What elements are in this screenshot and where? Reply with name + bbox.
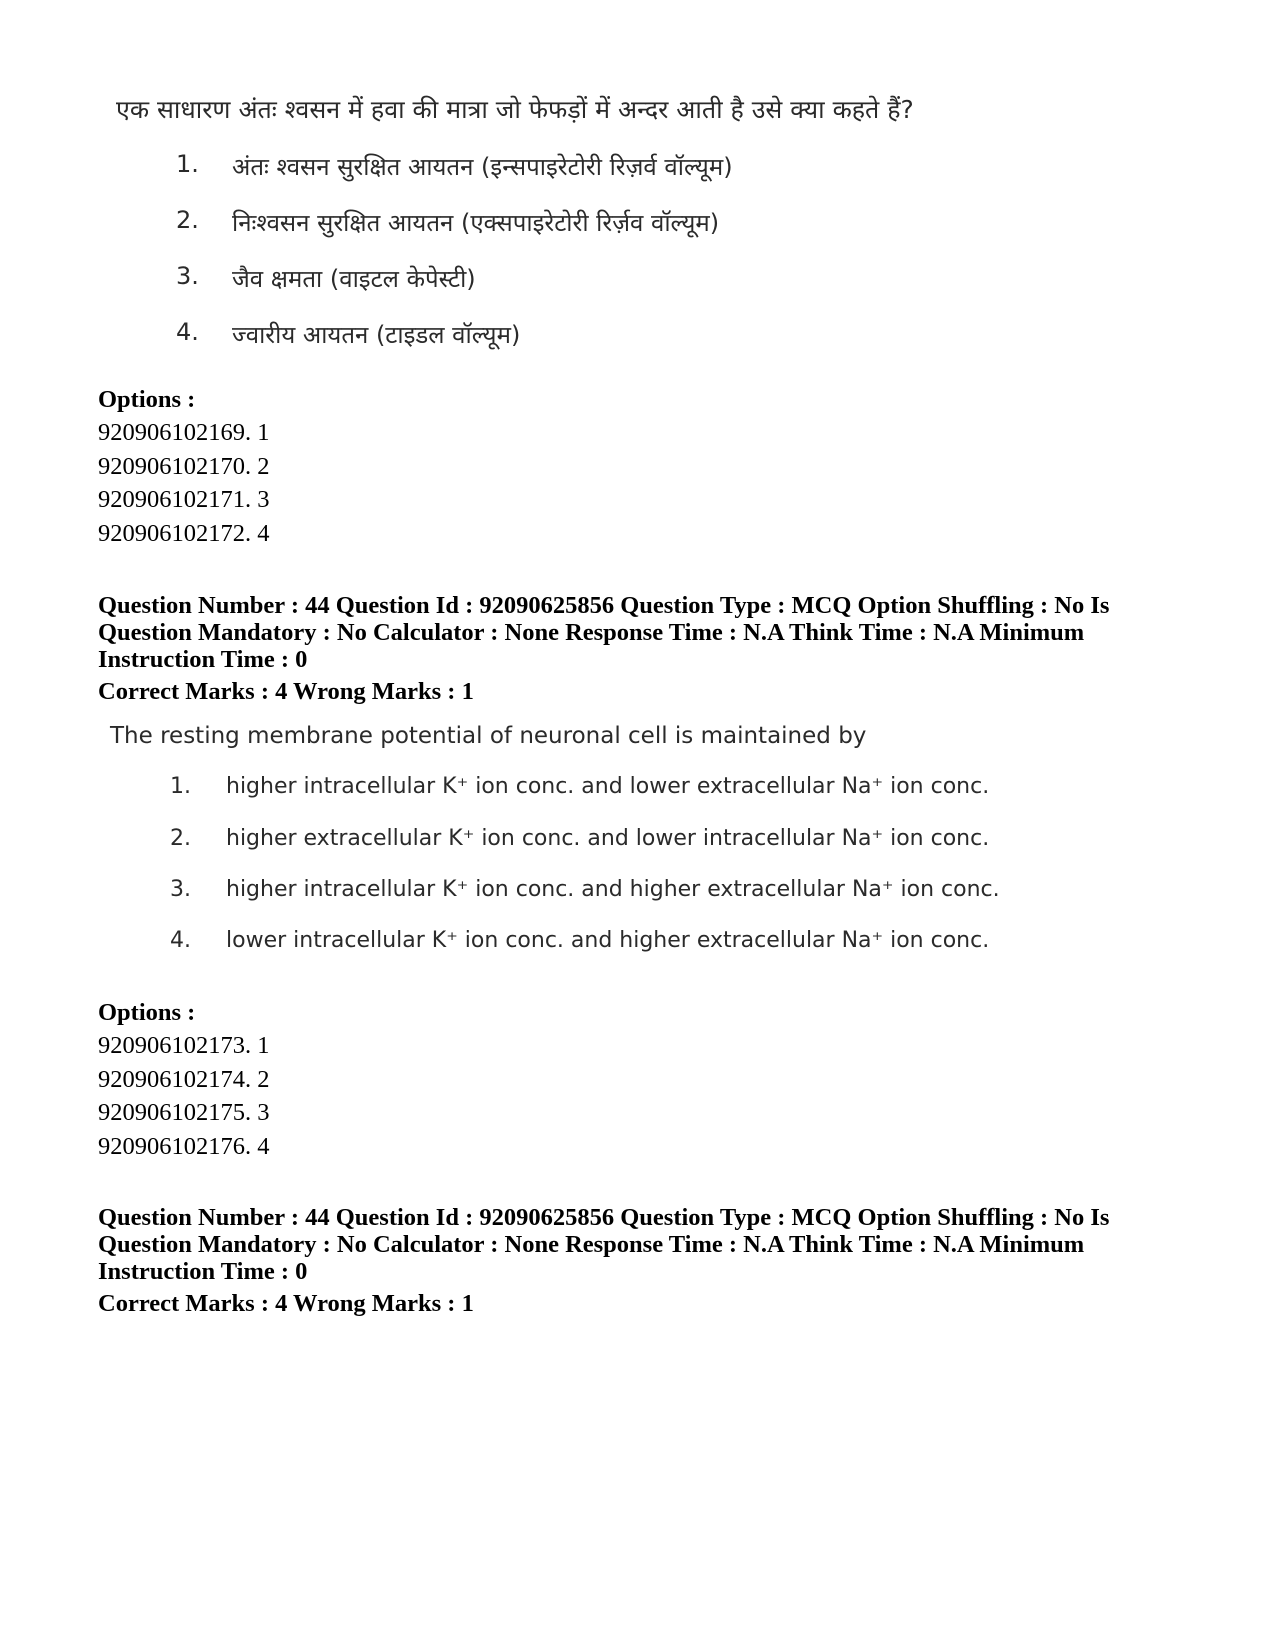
choice-number: 4. — [170, 928, 191, 953]
choice-number: 3. — [170, 877, 191, 902]
option-id-3: 920906102171. 3 — [98, 486, 270, 513]
option-id-3: 920906102175. 3 — [98, 1099, 270, 1126]
choice-text: निःश्वसन सुरक्षित आयतन (एक्सपाइरेटोरी रिर्ज़व वॉल्यूम) — [232, 209, 720, 237]
marks-line: Correct Marks : 4 Wrong Marks : 1 — [98, 678, 474, 705]
option-id-4: 920906102176. 4 — [98, 1133, 270, 1160]
choice-number: 1. — [170, 774, 191, 799]
option-id-2: 920906102174. 2 — [98, 1066, 270, 1093]
choice-number: 2. — [176, 206, 199, 234]
choice-text: lower intracellular K⁺ ion conc. and higher extracellular Na⁺ ion conc. — [226, 928, 990, 953]
options-label: Options : — [98, 386, 196, 413]
option-id-1: 920906102169. 1 — [98, 419, 270, 446]
choice-text: अंतः श्वसन सुरक्षित आयतन (इन्सपाइरेटोरी रिज़र्व वॉल्यूम) — [232, 153, 733, 181]
marks-line: Correct Marks : 4 Wrong Marks : 1 — [98, 1290, 474, 1317]
choice-number: 1. — [176, 150, 199, 178]
meta-line-1: Question Number : 44 Question Id : 92090625856 Question Type : MCQ Option Shuffling : No Is — [98, 592, 1110, 619]
choice-text: higher extracellular K⁺ ion conc. and lower intracellular Na⁺ ion conc. — [226, 826, 990, 851]
choice-number: 2. — [170, 826, 191, 851]
option-id-4: 920906102172. 4 — [98, 520, 270, 547]
option-id-1: 920906102173. 1 — [98, 1032, 270, 1059]
choice-number: 4. — [176, 318, 199, 346]
options-label: Options : — [98, 999, 196, 1026]
question-meta — [98, 1204, 1158, 1285]
question-text: The resting membrane potential of neuronal cell is maintained by — [110, 723, 867, 749]
choice-text: जैव क्षमता (वाइटल केपेस्टी) — [232, 265, 476, 293]
meta-line-3: Instruction Time : 0 — [98, 646, 308, 673]
choice-number: 3. — [176, 262, 199, 290]
choice-text: higher intracellular K⁺ ion conc. and lower extracellular Na⁺ ion conc. — [226, 774, 990, 799]
question-meta — [98, 592, 1158, 673]
question-text: एक साधारण अंतः श्वसन में हवा की मात्रा जो फेफड़ों में अन्दर आती है उसे क्या कहते हैं? — [116, 95, 914, 124]
option-id-2: 920906102170. 2 — [98, 453, 270, 480]
meta-line-2: Question Mandatory : No Calculator : None Response Time : N.A Think Time : N.A Minimum — [98, 1231, 1085, 1258]
choice-text: higher intracellular K⁺ ion conc. and higher extracellular Na⁺ ion conc. — [226, 877, 1000, 902]
choice-text: ज्वारीय आयतन (टाइडल वॉल्यूम) — [232, 321, 521, 349]
meta-line-3: Instruction Time : 0 — [98, 1258, 308, 1285]
question-image-english — [0, 718, 1275, 978]
question-image-hindi — [0, 0, 1275, 370]
meta-line-2: Question Mandatory : No Calculator : None Response Time : N.A Think Time : N.A Minimum — [98, 619, 1085, 646]
meta-line-1: Question Number : 44 Question Id : 92090625856 Question Type : MCQ Option Shuffling : No Is — [98, 1204, 1110, 1231]
